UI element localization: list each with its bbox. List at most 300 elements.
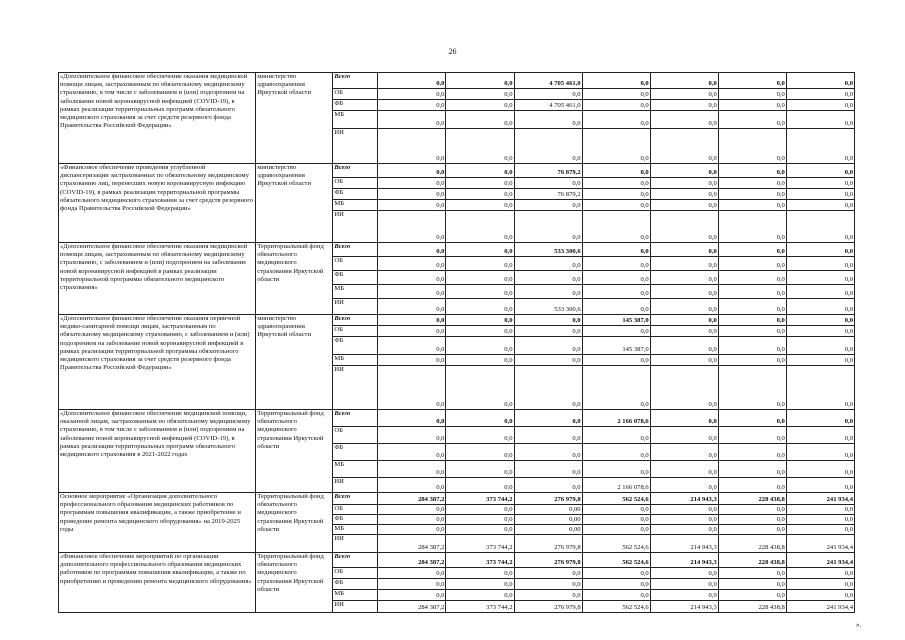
amount-cell: 0,0 bbox=[650, 568, 718, 579]
amount-cell: 0,0 bbox=[786, 337, 854, 355]
amount-cell: 284 387,2 bbox=[378, 601, 446, 613]
amount-cell: 0,0 bbox=[582, 355, 650, 366]
amount-cell: 373 744,2 bbox=[446, 601, 514, 613]
amount-cell: 0,0 bbox=[718, 355, 786, 366]
amount-cell: 0,0 bbox=[378, 315, 446, 326]
funding-source-label: ОБ bbox=[333, 89, 378, 100]
amount-cell: 0,0 bbox=[718, 568, 786, 579]
amount-cell: 0,0 bbox=[378, 590, 446, 601]
funding-source-label: ОБ bbox=[333, 568, 378, 579]
amount-cell: 0,0 bbox=[650, 590, 718, 601]
amount-cell: 0,0 bbox=[582, 285, 650, 299]
amount-cell: 0,0 bbox=[378, 200, 446, 211]
funding-source-label: ОБ bbox=[333, 178, 378, 189]
amount-cell: 0,0 bbox=[786, 515, 854, 525]
amount-cell: 533 300,6 bbox=[514, 243, 582, 257]
amount-cell: 0,0 bbox=[718, 427, 786, 444]
amount-cell: 0,0 bbox=[786, 568, 854, 579]
funding-source-label: ОБ bbox=[333, 505, 378, 515]
funding-source-label: МБ bbox=[333, 111, 378, 129]
amount-cell: 0,0 bbox=[582, 568, 650, 579]
amount-cell: 0,0 bbox=[446, 211, 514, 243]
amount-cell: 0,0 bbox=[718, 100, 786, 111]
activity-description: «Дополнительное финансовое обеспечение медицинской помощи, оказанной лицам, застрахованным по обязательному медицинскому страхованию, в том числе с заболеванием и (или) подозрением на заболевание новой коронавирусной инфекцией (COVID-19), в рамках реализации территориальных программ обязательного медицинского страхования в 2021-2022 годах bbox=[59, 410, 256, 493]
amount-cell: 0,0 bbox=[582, 444, 650, 461]
amount-cell: 0,0 bbox=[582, 164, 650, 178]
amount-cell: 0,0 bbox=[650, 525, 718, 535]
amount-cell: 0,0 bbox=[514, 111, 582, 129]
amount-cell: 0,0 bbox=[718, 243, 786, 257]
amount-cell: 0,0 bbox=[446, 285, 514, 299]
amount-cell: 0,0 bbox=[446, 461, 514, 478]
amount-cell: 0,0 bbox=[378, 73, 446, 89]
amount-cell: 0,0 bbox=[650, 164, 718, 178]
amount-cell: 0,0 bbox=[650, 427, 718, 444]
table-row bbox=[59, 73, 855, 89]
amount-cell: 0,0 bbox=[718, 326, 786, 337]
amount-cell: 0,0 bbox=[650, 285, 718, 299]
amount-cell: 0,0 bbox=[446, 579, 514, 590]
activity-description: «Финансовое обеспечение мероприятий по организации дополнительного профессионального образования медицинских работников по программам повышения квалификации, а также по приобретению и проведению ремонта медицинского оборудования» bbox=[59, 553, 256, 613]
amount-cell: 0,0 bbox=[786, 129, 854, 164]
amount-cell: 0,0 bbox=[378, 427, 446, 444]
amount-cell: 0,0 bbox=[514, 89, 582, 100]
responsible-organization: министерство здравоохранения Иркутской области bbox=[256, 164, 333, 243]
amount-cell: 0,00 bbox=[514, 505, 582, 515]
amount-cell: 0,0 bbox=[378, 111, 446, 129]
amount-cell: 145 387,0 bbox=[582, 337, 650, 355]
amount-cell: 0,0 bbox=[378, 178, 446, 189]
amount-cell: 0,0 bbox=[446, 271, 514, 285]
responsible-organization: Территориальный фонд обязательного медицинского страхования Иркутской области bbox=[256, 410, 333, 493]
amount-cell: 0,0 bbox=[582, 461, 650, 478]
amount-cell: 0,0 bbox=[786, 355, 854, 366]
funding-source-label: МБ bbox=[333, 525, 378, 535]
amount-cell: 228 438,8 bbox=[718, 601, 786, 613]
amount-cell: 0,0 bbox=[378, 444, 446, 461]
amount-cell: 0,0 bbox=[786, 285, 854, 299]
amount-cell: 0,0 bbox=[514, 315, 582, 326]
amount-cell: 373 744,2 bbox=[446, 493, 514, 505]
amount-cell: 0,0 bbox=[514, 410, 582, 427]
amount-cell: 0,0 bbox=[786, 315, 854, 326]
amount-cell: 0,0 bbox=[378, 337, 446, 355]
amount-cell: 0,0 bbox=[378, 366, 446, 410]
amount-cell: 0,0 bbox=[446, 164, 514, 178]
amount-cell: 0,0 bbox=[786, 178, 854, 189]
amount-cell: 0,0 bbox=[446, 525, 514, 535]
amount-cell: 241 934,4 bbox=[786, 553, 854, 568]
amount-cell: 0,0 bbox=[650, 73, 718, 89]
amount-cell: 214 943,3 bbox=[650, 601, 718, 613]
funding-source-label: ИИ bbox=[333, 535, 378, 553]
amount-cell: 276 979,8 bbox=[514, 535, 582, 553]
amount-cell: 0,0 bbox=[786, 326, 854, 337]
amount-cell: 0,0 bbox=[446, 73, 514, 89]
amount-cell: 0,0 bbox=[786, 579, 854, 590]
amount-cell: 0,0 bbox=[446, 590, 514, 601]
amount-cell: 0,0 bbox=[514, 444, 582, 461]
amount-cell: 373 744,2 bbox=[446, 535, 514, 553]
amount-cell: 76 879,2 bbox=[514, 189, 582, 200]
amount-cell: 0,0 bbox=[378, 243, 446, 257]
amount-cell: 0,0 bbox=[446, 299, 514, 315]
amount-cell: 0,0 bbox=[718, 461, 786, 478]
amount-cell: 0,0 bbox=[446, 189, 514, 200]
amount-cell: 0,0 bbox=[786, 211, 854, 243]
funding-source-label: Всего bbox=[333, 553, 378, 568]
amount-cell: 0,0 bbox=[650, 326, 718, 337]
amount-cell: 0,0 bbox=[650, 461, 718, 478]
funding-source-label: ОБ bbox=[333, 326, 378, 337]
amount-cell: 284 387,2 bbox=[378, 493, 446, 505]
amount-cell: 0,0 bbox=[786, 73, 854, 89]
amount-cell: 228 438,8 bbox=[718, 493, 786, 505]
funding-source-label: ОБ bbox=[333, 427, 378, 444]
amount-cell: 0,0 bbox=[650, 515, 718, 525]
amount-cell: 0,0 bbox=[378, 568, 446, 579]
funding-source-label: ИИ bbox=[333, 478, 378, 493]
amount-cell: 0,0 bbox=[718, 579, 786, 590]
amount-cell: 0,0 bbox=[446, 100, 514, 111]
amount-cell: 241 934,4 bbox=[786, 601, 854, 613]
amount-cell: 0,0 bbox=[650, 478, 718, 493]
amount-cell: 0,0 bbox=[650, 243, 718, 257]
amount-cell: 0,0 bbox=[650, 189, 718, 200]
amount-cell: 0,0 bbox=[446, 257, 514, 271]
amount-cell: 0,0 bbox=[378, 410, 446, 427]
amount-cell: 0,0 bbox=[378, 129, 446, 164]
amount-cell: 0,0 bbox=[446, 178, 514, 189]
amount-cell: 4 705 461,0 bbox=[514, 100, 582, 111]
amount-cell: 0,0 bbox=[650, 444, 718, 461]
amount-cell: 0,0 bbox=[650, 505, 718, 515]
amount-cell: 0,0 bbox=[786, 243, 854, 257]
amount-cell: 0,0 bbox=[582, 427, 650, 444]
amount-cell: 0,0 bbox=[786, 257, 854, 271]
amount-cell: 0,0 bbox=[514, 211, 582, 243]
amount-cell: 0,0 bbox=[378, 478, 446, 493]
amount-cell: 0,0 bbox=[582, 366, 650, 410]
amount-cell: 562 524,6 bbox=[582, 601, 650, 613]
funding-source-label: ФБ bbox=[333, 444, 378, 461]
amount-cell: 0,0 bbox=[650, 410, 718, 427]
amount-cell: 0,0 bbox=[582, 579, 650, 590]
table-row bbox=[59, 553, 855, 568]
amount-cell: 0,0 bbox=[582, 89, 650, 100]
amount-cell: 276 979,8 bbox=[514, 553, 582, 568]
amount-cell: 0,0 bbox=[718, 315, 786, 326]
amount-cell: 0,0 bbox=[786, 100, 854, 111]
funding-source-label: Всего bbox=[333, 73, 378, 89]
amount-cell: 0,0 bbox=[582, 100, 650, 111]
funding-source-label: ОБ bbox=[333, 257, 378, 271]
amount-cell: 533 300,6 bbox=[514, 299, 582, 315]
amount-cell: 562 524,6 bbox=[582, 493, 650, 505]
table-row bbox=[59, 315, 855, 326]
amount-cell: 0,0 bbox=[582, 243, 650, 257]
amount-cell: 0,0 bbox=[786, 505, 854, 515]
responsible-organization: министерство здравоохранения Иркутской области bbox=[256, 73, 333, 164]
amount-cell: 214 943,3 bbox=[650, 535, 718, 553]
amount-cell: 214 943,3 bbox=[650, 493, 718, 505]
amount-cell: 228 438,8 bbox=[718, 553, 786, 568]
amount-cell: 0,0 bbox=[650, 257, 718, 271]
amount-cell: 0,0 bbox=[514, 427, 582, 444]
funding-source-label: ИИ bbox=[333, 366, 378, 410]
responsible-organization: министерство здравоохранения Иркутской области bbox=[256, 315, 333, 410]
amount-cell: 214 943,3 bbox=[650, 553, 718, 568]
amount-cell: 4 705 461,0 bbox=[514, 73, 582, 89]
amount-cell: 0,0 bbox=[582, 178, 650, 189]
activity-description: «Дополнительное финансовое обеспечение оказания медицинской помощи лицам, застрахованным по обязательному медицинскому страхованию, с заболеванием и (или) подозрением на заболевание новой коронавирусной инфекцией в рамках реализации территориальной программы обязательного медицинского страхования» bbox=[59, 243, 256, 315]
amount-cell: 0,0 bbox=[514, 366, 582, 410]
amount-cell: 0,0 bbox=[582, 505, 650, 515]
amount-cell: 0,0 bbox=[718, 285, 786, 299]
funding-source-label: МБ bbox=[333, 461, 378, 478]
amount-cell: 0,0 bbox=[650, 129, 718, 164]
funding-source-label: МБ bbox=[333, 285, 378, 299]
amount-cell: 0,0 bbox=[718, 73, 786, 89]
amount-cell: 0,0 bbox=[446, 200, 514, 211]
amount-cell: 0,0 bbox=[514, 129, 582, 164]
amount-cell: 0,0 bbox=[582, 129, 650, 164]
amount-cell: 0,0 bbox=[446, 111, 514, 129]
amount-cell: 0,0 bbox=[718, 525, 786, 535]
amount-cell: 0,0 bbox=[446, 478, 514, 493]
amount-cell: 0,0 bbox=[718, 271, 786, 285]
amount-cell: 0,0 bbox=[718, 257, 786, 271]
funding-source-label: Всего bbox=[333, 493, 378, 505]
amount-cell: 0,0 bbox=[446, 515, 514, 525]
amount-cell: 0,0 bbox=[718, 189, 786, 200]
amount-cell: 0,0 bbox=[378, 515, 446, 525]
amount-cell: 0,0 bbox=[718, 89, 786, 100]
amount-cell: 0,0 bbox=[718, 178, 786, 189]
amount-cell: 0,0 bbox=[718, 515, 786, 525]
amount-cell: 0,0 bbox=[446, 337, 514, 355]
amount-cell: 0,0 bbox=[378, 326, 446, 337]
amount-cell: 0,0 bbox=[514, 461, 582, 478]
amount-cell: 0,0 bbox=[446, 89, 514, 100]
amount-cell: 241 934,4 bbox=[786, 493, 854, 505]
funding-source-label: Всего bbox=[333, 164, 378, 178]
amount-cell: 0,0 bbox=[446, 355, 514, 366]
amount-cell: 562 524,6 bbox=[582, 553, 650, 568]
amount-cell: 562 524,6 bbox=[582, 535, 650, 553]
amount-cell: 0,0 bbox=[582, 299, 650, 315]
amount-cell: 0,0 bbox=[378, 299, 446, 315]
amount-cell: 0,0 bbox=[718, 111, 786, 129]
amount-cell: 0,0 bbox=[446, 315, 514, 326]
amount-cell: 0,0 bbox=[786, 525, 854, 535]
amount-cell: 228 438,8 bbox=[718, 535, 786, 553]
amount-cell: 0,0 bbox=[582, 525, 650, 535]
amount-cell: 0,0 bbox=[378, 285, 446, 299]
amount-cell: 0,0 bbox=[378, 189, 446, 200]
funding-source-label: ИИ bbox=[333, 211, 378, 243]
amount-cell: 0,0 bbox=[650, 89, 718, 100]
amount-cell: 0,0 bbox=[786, 200, 854, 211]
amount-cell: 0,0 bbox=[446, 444, 514, 461]
table-row bbox=[59, 410, 855, 427]
amount-cell: 0,0 bbox=[786, 366, 854, 410]
amount-cell: 284 387,2 bbox=[378, 535, 446, 553]
funding-source-label: МБ bbox=[333, 200, 378, 211]
amount-cell: 0,0 bbox=[718, 129, 786, 164]
amount-cell: 0,0 bbox=[650, 200, 718, 211]
funding-source-label: ИИ bbox=[333, 129, 378, 164]
funding-source-label: ФБ bbox=[333, 100, 378, 111]
funding-source-label: МБ bbox=[333, 590, 378, 601]
amount-cell: 0,0 bbox=[786, 164, 854, 178]
amount-cell: 0,0 bbox=[514, 271, 582, 285]
amount-cell: 0,0 bbox=[582, 257, 650, 271]
amount-cell: 0,0 bbox=[378, 461, 446, 478]
amount-cell: 0,0 bbox=[650, 111, 718, 129]
funding-source-label: ФБ bbox=[333, 189, 378, 200]
amount-cell: 0,0 bbox=[786, 590, 854, 601]
amount-cell: 0,0 bbox=[786, 89, 854, 100]
amount-cell: 0,0 bbox=[514, 285, 582, 299]
funding-source-label: МБ bbox=[333, 355, 378, 366]
amount-cell: 0,0 bbox=[786, 427, 854, 444]
amount-cell: 0,0 bbox=[582, 200, 650, 211]
amount-cell: 0,0 bbox=[514, 178, 582, 189]
amount-cell: 0,0 bbox=[378, 257, 446, 271]
amount-cell: 0,0 bbox=[786, 410, 854, 427]
amount-cell: 0,0 bbox=[582, 111, 650, 129]
amount-cell: 0,0 bbox=[650, 579, 718, 590]
funding-source-label: ИИ bbox=[333, 601, 378, 613]
table-row bbox=[59, 243, 855, 257]
amount-cell: 0,0 bbox=[650, 337, 718, 355]
funding-table bbox=[58, 72, 855, 613]
amount-cell: 0,0 bbox=[786, 461, 854, 478]
amount-cell: 0,0 bbox=[786, 444, 854, 461]
activity-description: «Дополнительное финансовое обеспечение оказания первичной медико-санитарной помощи лицам, застрахованным по обязательному медицинскому страхованию, с заболеванием и (или) подозрением на заболевание новой коронавирусной инфекцией в рамках реализации территориальной программы обязательного медицинского страхования за счет средств резервного фонда Правительства Российской Федерации» bbox=[59, 315, 256, 410]
amount-cell: 0,0 bbox=[650, 355, 718, 366]
amount-cell: 0,0 bbox=[786, 111, 854, 129]
amount-cell: 0,0 bbox=[582, 590, 650, 601]
amount-cell: 145 387,0 bbox=[582, 315, 650, 326]
amount-cell: 0,0 bbox=[446, 326, 514, 337]
amount-cell: 0,0 bbox=[378, 271, 446, 285]
amount-cell: 0,0 bbox=[786, 299, 854, 315]
funding-source-label: Всего bbox=[333, 315, 378, 326]
funding-source-label: ФБ bbox=[333, 579, 378, 590]
amount-cell: 0,0 bbox=[582, 515, 650, 525]
amount-cell: 0,00 bbox=[514, 515, 582, 525]
amount-cell: 76 879,2 bbox=[514, 164, 582, 178]
amount-cell: 0,0 bbox=[650, 211, 718, 243]
amount-cell: 0,0 bbox=[582, 189, 650, 200]
amount-cell: 0,0 bbox=[514, 326, 582, 337]
amount-cell: 373 744,2 bbox=[446, 553, 514, 568]
amount-cell: 2 166 078,6 bbox=[582, 478, 650, 493]
amount-cell: 0,0 bbox=[650, 271, 718, 285]
amount-cell: 0,0 bbox=[582, 73, 650, 89]
amount-cell: 0,0 bbox=[446, 568, 514, 579]
amount-cell: 2 166 078,6 bbox=[582, 410, 650, 427]
amount-cell: 0,0 bbox=[718, 200, 786, 211]
amount-cell: 0,0 bbox=[378, 100, 446, 111]
amount-cell: 0,00 bbox=[514, 525, 582, 535]
amount-cell: 0,0 bbox=[718, 337, 786, 355]
amount-cell: 276 979,8 bbox=[514, 601, 582, 613]
activity-description: Основное мероприятие «Организация дополнительного профессионального образования медицинских работников по программам повышения квалификации, а также приобретение и проведение ремонта медицинского оборудования» на 2019-2025 годы bbox=[59, 493, 256, 553]
amount-cell: 0,0 bbox=[446, 129, 514, 164]
amount-cell: 0,0 bbox=[378, 355, 446, 366]
amount-cell: 0,0 bbox=[378, 579, 446, 590]
amount-cell: 0,0 bbox=[582, 211, 650, 243]
amount-cell: 0,0 bbox=[378, 89, 446, 100]
amount-cell: 0,0 bbox=[446, 410, 514, 427]
amount-cell: 0,0 bbox=[514, 590, 582, 601]
amount-cell: 0,0 bbox=[446, 366, 514, 410]
responsible-organization: Территориальный фонд обязательного медицинского страхования Иркутской области bbox=[256, 493, 333, 553]
amount-cell: 0,0 bbox=[446, 243, 514, 257]
activity-description: «Финансовое обеспечение проведения углубленной диспансеризации застрахованных по обязательному медицинскому страхованию лиц, перенесших новую коронавирусную инфекцию (COVID-19), в рамках реализации территориальной программы обязательного медицинского страхования за счет средств резервного фонда Правительства Российской Федерации» bbox=[59, 164, 256, 243]
amount-cell: 0,0 bbox=[786, 478, 854, 493]
funding-source-label: ИИ bbox=[333, 299, 378, 315]
amount-cell: 0,0 bbox=[514, 568, 582, 579]
amount-cell: 0,0 bbox=[378, 211, 446, 243]
amount-cell: 0,0 bbox=[514, 337, 582, 355]
funding-source-label: ФБ bbox=[333, 515, 378, 525]
amount-cell: 241 934,4 bbox=[786, 535, 854, 553]
amount-cell: 0,0 bbox=[718, 366, 786, 410]
table-row bbox=[59, 164, 855, 178]
amount-cell: 0,0 bbox=[582, 271, 650, 285]
amount-cell: 0,0 bbox=[514, 355, 582, 366]
responsible-organization: Территориальный фонд обязательного медицинского страхования Иркутской области bbox=[256, 553, 333, 613]
amount-cell: 0,0 bbox=[718, 590, 786, 601]
amount-cell: 0,0 bbox=[718, 410, 786, 427]
funding-source-label: Всего bbox=[333, 243, 378, 257]
funding-source-label: ФБ bbox=[333, 271, 378, 285]
amount-cell: 0,0 bbox=[514, 579, 582, 590]
amount-cell: 0,0 bbox=[718, 211, 786, 243]
amount-cell: 0,0 bbox=[514, 200, 582, 211]
amount-cell: 0,0 bbox=[786, 189, 854, 200]
amount-cell: 0,0 bbox=[718, 164, 786, 178]
amount-cell: 0,0 bbox=[650, 315, 718, 326]
amount-cell: 0,0 bbox=[582, 326, 650, 337]
closing-quote-mark: ». bbox=[856, 621, 862, 629]
amount-cell: 0,0 bbox=[650, 299, 718, 315]
amount-cell: 0,0 bbox=[378, 525, 446, 535]
amount-cell: 0,0 bbox=[514, 478, 582, 493]
amount-cell: 0,0 bbox=[786, 271, 854, 285]
activity-description: «Дополнительное финансовое обеспечение оказания медицинской помощи лицам, застрахованным по обязательному медицинскому страхованию, в том числе с заболеванием и (или) подозрением на заболевание новой коронавирусной инфекцией (COVID-19), в рамках реализации территориальных программ обязательного медицинского страхования за счет средств резервного фонда Правительства Российской Федерации» bbox=[59, 73, 256, 164]
amount-cell: 0,0 bbox=[446, 427, 514, 444]
amount-cell: 0,0 bbox=[718, 444, 786, 461]
responsible-organization: Территориальный фонд обязательного медицинского страхования Иркутской области bbox=[256, 243, 333, 315]
amount-cell: 0,0 bbox=[378, 505, 446, 515]
table-row bbox=[59, 493, 855, 505]
amount-cell: 0,0 bbox=[446, 505, 514, 515]
amount-cell: 276 979,8 bbox=[514, 493, 582, 505]
amount-cell: 0,0 bbox=[650, 100, 718, 111]
amount-cell: 0,0 bbox=[650, 366, 718, 410]
amount-cell: 0,0 bbox=[514, 257, 582, 271]
amount-cell: 0,0 bbox=[718, 478, 786, 493]
funding-source-label: ФБ bbox=[333, 337, 378, 355]
amount-cell: 0,0 bbox=[650, 178, 718, 189]
amount-cell: 284 387,2 bbox=[378, 553, 446, 568]
amount-cell: 0,0 bbox=[378, 164, 446, 178]
